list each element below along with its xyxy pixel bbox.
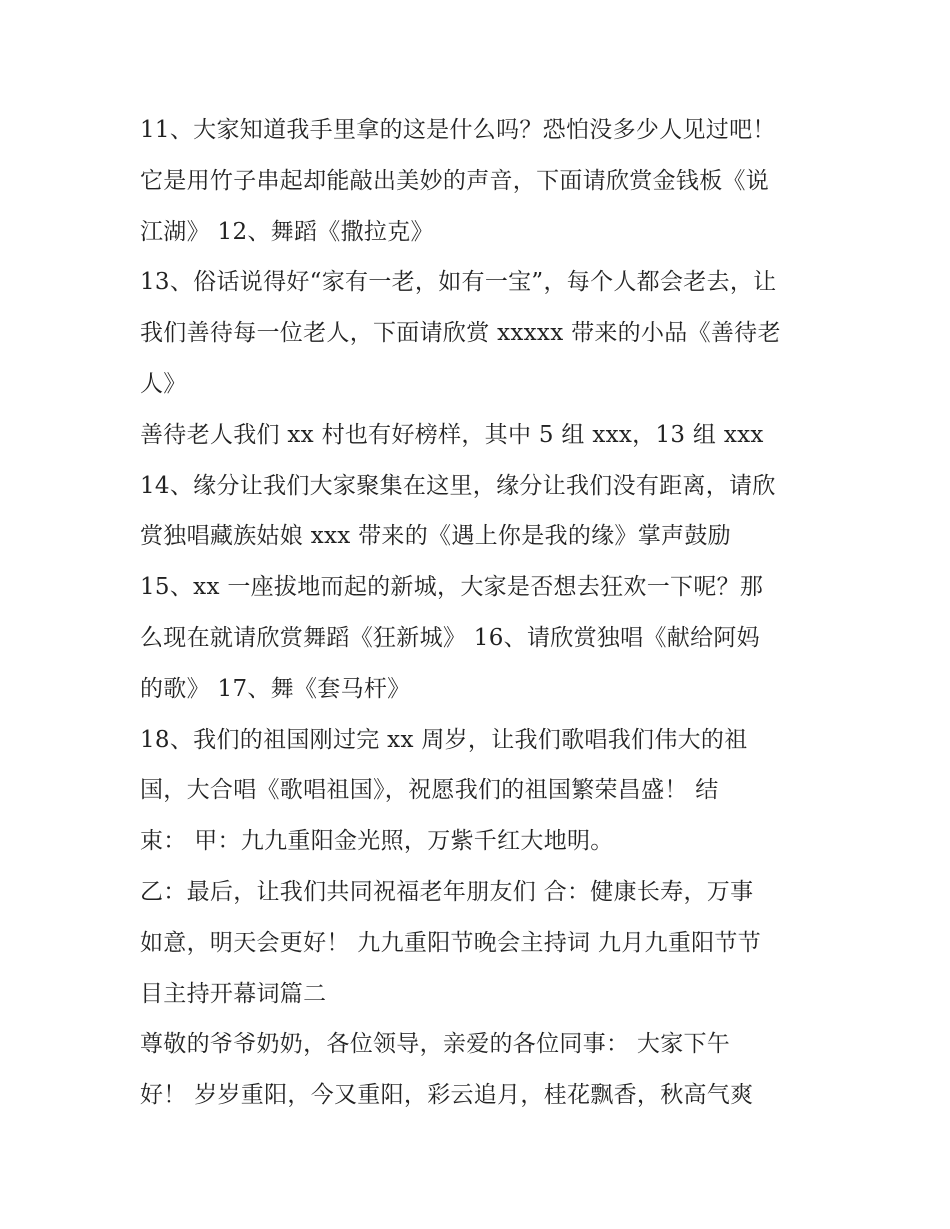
text-line: 18、我们的祖国刚过完 xx 周岁，让我们歌唱我们伟大的祖 [140,726,748,753]
text-line: 国，大合唱《歌唱祖国》，祝愿我们的祖国繁荣昌盛！ 结 [140,777,719,804]
text-line: 赏独唱藏族姑娘 xxx 带来的《遇上你是我的缘》掌声鼓励 [140,523,731,550]
document-body [140,105,820,1121]
text-line: 好！ 岁岁重阳，今又重阳，彩云追月，桂花飘香，秋高气爽 [140,1082,754,1109]
text-line: 目主持开幕词篇二 [140,980,327,1007]
text-line: 束： 甲：九九重阳金光照，万紫千红大地明。 [140,828,614,855]
text-line: 我们善待每一位老人，下面请欣赏 xxxxx 带来的小品《善待老 [140,320,781,347]
text-line: 人》 [140,370,187,397]
text-line: 15、xx 一座拔地而起的新城，大家是否想去狂欢一下呢？那 [140,574,764,601]
text-line: 乙：最后，让我们共同祝福老年朋友们 合：健康长寿，万事 [140,878,754,905]
text-line: 江湖》 12、舞蹈《撒拉克》 [140,218,434,245]
text-line: 善待老人我们 xx 村也有好榜样，其中 5 组 xxx，13 组 xxx [140,421,764,448]
text-line: 尊敬的爷爷奶奶，各位领导，亲爱的各位同事： 大家下午 [140,1031,731,1058]
text-line: 如意，明天会更好！ 九九重阳节晚会主持词 九月九重阳节节 [140,929,762,956]
text-line: 么现在就请欣赏舞蹈《狂新城》 16、请欣赏独唱《献给阿妈 [140,624,760,651]
text-line: 14、缘分让我们大家聚集在这里，缘分让我们没有距离，请欣 [140,472,776,499]
text-line: 它是用竹子串起却能敲出美妙的声音，下面请欣赏金钱板《说 [140,167,770,194]
text-line: 11、大家知道我手里拿的这是什么吗？恐怕没多少人见过吧！ [140,117,776,143]
text-line: 13、俗话说得好“家有一老，如有一宝”，每个人都会老去，让 [140,269,777,296]
text-line: 的歌》 17、舞《套马杆》 [140,675,411,702]
